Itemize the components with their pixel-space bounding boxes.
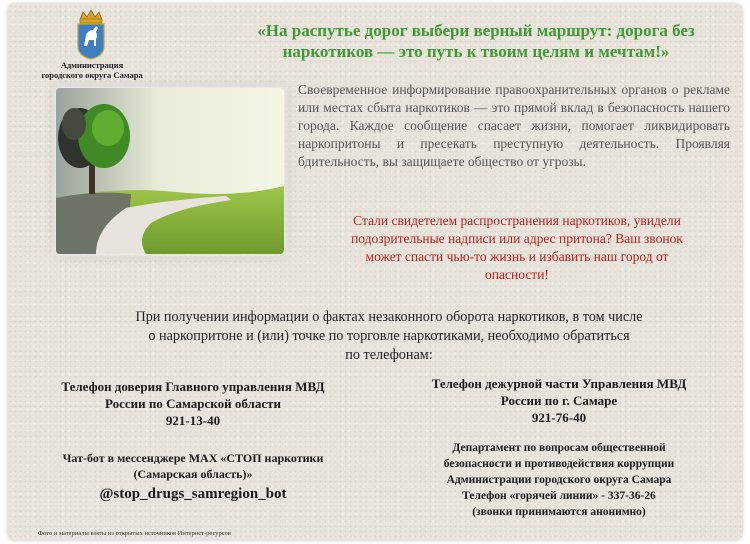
admin-label [22, 60, 162, 80]
headline [216, 20, 736, 62]
department-line-1: Департамент по вопросам общественной [452, 442, 666, 454]
intro-line-2: о наркопритоне и (или) точке по торговле наркотиками, необходимо обратиться [148, 328, 630, 344]
admin-label-line-2: городского округа Самара [41, 70, 143, 80]
chatbot-handle[interactable]: @stop_drugs_samregion_bot [99, 486, 287, 502]
alert-line-1: Стали свидетелем распространения наркотиков, увидели [353, 213, 681, 228]
alert-line-3: может спасти чью-то жизнь и избавить наш город от [365, 249, 669, 264]
source-footnote: Фото и материалы взяты из открытых источников Интернет-ресурсов [38, 530, 231, 537]
admin-label-line-1: Администрация [60, 60, 124, 70]
department-block [406, 440, 712, 520]
department-hotline[interactable]: Телефон «горячей линии» - 337-36-26 [462, 490, 656, 502]
duty-unit-title-2: России по г. Самаре [500, 393, 618, 408]
alert-line-2: подозрительные надписи или адрес притона? Ваш звонок [351, 231, 683, 246]
trust-hotline-title-2: России по Самарской области [105, 396, 281, 411]
department-line-3: Администрации городского округа Самара [446, 474, 672, 486]
chatbot-title-1: Чат-бот в мессенджере МАХ «СТОП наркотики [62, 451, 324, 465]
trust-hotline-phone[interactable]: 921-13-40 [165, 413, 221, 428]
chatbot-block [28, 450, 358, 505]
samara-coat-of-arms-icon [74, 8, 108, 60]
poster [8, 4, 742, 540]
headline-line-2: наркотиков — это путь к твоим целям и мечтам!» [282, 42, 670, 61]
tree-crossroads-photo [56, 88, 284, 254]
department-line-2: безопасности и противодействия коррупции [443, 458, 675, 470]
department-anonymous-note: (звонки принимаются анонимно) [472, 506, 646, 518]
info-paragraph: Своевременное информирование правоохранительных органов о рекламе или местах сбыта наркотиков — это прямой вклад в безопасность нашего города. Каждое сообщение спасает жизни, помогает ликвидировать наркопритоны и пресекать преступную деятельность. Проявляя бдительность, вы защищаете общество от угрозы. [298, 82, 730, 169]
alert-message [304, 212, 730, 284]
duty-unit-phone[interactable]: 921-76-40 [531, 410, 587, 425]
trust-hotline-title-1: Телефон доверия Главного управления МВД [61, 379, 325, 394]
trust-hotline-block [28, 378, 358, 429]
chatbot-title-2: (Самарская область)» [133, 467, 253, 481]
headline-line-1: «На распутье дорог выбери верный маршрут: дорога без [257, 21, 695, 40]
intro-line-1: При получении информации о фактах незаконного оборота наркотиков, в том числе [135, 309, 643, 325]
duty-unit-block [406, 375, 712, 426]
duty-unit-title-1: Телефон дежурной части Управления МВД [431, 376, 687, 391]
intro-line-3: по телефонам: [345, 347, 433, 363]
alert-line-4: опасности! [485, 267, 549, 282]
contact-intro [92, 308, 686, 365]
